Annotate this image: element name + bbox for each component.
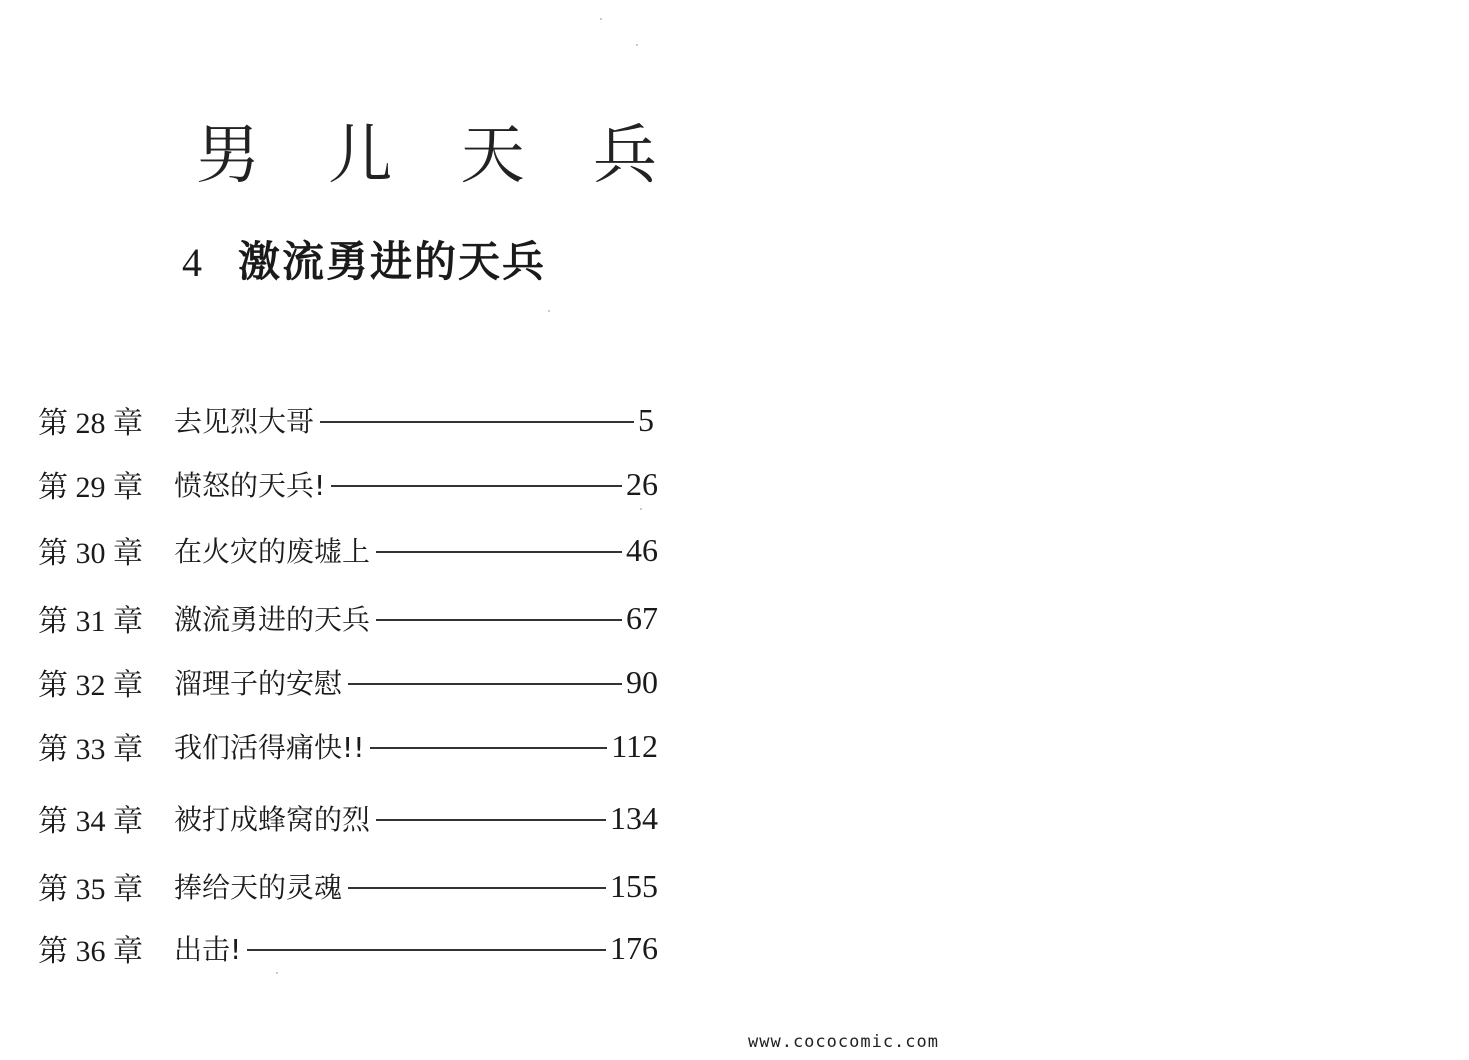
toc-entry [38,462,658,506]
leader-line [348,683,622,685]
page-number: 134 [610,799,658,836]
toc-entry [38,724,658,768]
toc-entry [38,660,658,704]
volume-heading [182,236,546,298]
scan-speck [548,310,550,312]
chapter-label: 第 33 章 [38,733,143,766]
page-number: 67 [626,599,658,636]
page-number: 5 [638,401,654,438]
scan-speck [600,18,602,20]
toc-entry [38,926,658,970]
toc-entry [38,864,658,908]
chapter-title: 激流勇进的天兵 [174,603,371,636]
toc-entry [38,596,658,640]
leader-line [348,887,606,889]
chapter-title: 愤怒的天兵! [174,469,326,502]
leader-line [376,551,622,553]
chapter-label: 第 35 章 [38,873,143,906]
page-number: 26 [626,465,658,502]
page-number: 155 [610,867,658,904]
toc-entry [38,796,658,840]
chapter-title: 我们活得痛快!! [174,731,365,764]
chapter-title: 捧给天的灵魂 [174,871,343,904]
leader-line [376,819,606,821]
volume-title: 激流勇进的天兵 [238,237,547,286]
toc-entry [38,528,658,572]
leader-line [370,747,607,749]
scan-speck [640,508,642,510]
page-number: 90 [626,663,658,700]
chapter-label: 第 36 章 [38,935,143,968]
leader-line [320,421,634,423]
chapter-label: 第 29 章 [38,471,143,504]
scan-speck [276,972,278,974]
chapter-label: 第 31 章 [38,605,143,638]
book-title: 男 儿 天 兵 [196,119,682,193]
chapter-label: 第 34 章 [38,805,143,838]
chapter-title: 在火灾的废墟上 [174,535,371,568]
scan-speck [636,44,638,46]
leader-line [376,619,622,621]
toc-entry [38,398,658,442]
chapter-label: 第 32 章 [38,669,143,702]
page-number: 176 [610,929,658,966]
chapter-label: 第 30 章 [38,537,143,570]
page-number: 46 [626,531,658,568]
chapter-label: 第 28 章 [38,407,143,440]
leader-line [331,485,622,487]
volume-number: 4 [182,240,202,285]
chapter-title: 去见烈大哥 [174,405,315,438]
chapter-title: 溜理子的安慰 [174,667,343,700]
chapter-title: 被打成蜂窝的烈 [174,803,371,836]
page-number: 112 [611,727,658,764]
leader-line [247,949,606,951]
chapter-title: 出击! [174,933,242,966]
watermark-url: www.cococomic.com [748,1032,939,1052]
